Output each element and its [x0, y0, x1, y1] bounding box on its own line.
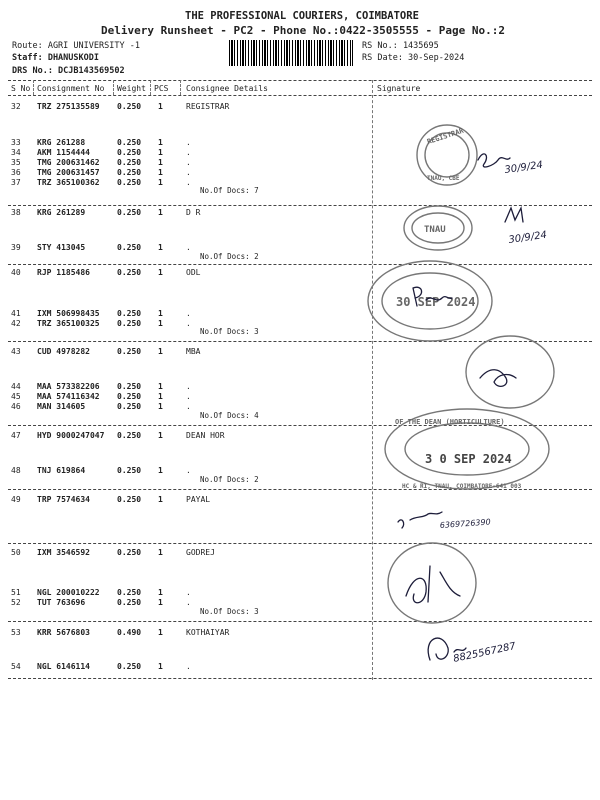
- cell-sno: 33: [11, 138, 21, 147]
- tnau-stamp-text: TNAU: [424, 225, 446, 235]
- drs-number: DRS No.: DCJB143569502: [12, 66, 125, 76]
- cell-wt: 0.250: [117, 243, 142, 252]
- cell-sno: 39: [11, 243, 21, 252]
- cell-det: GODREJ: [186, 548, 215, 557]
- cell-cn: STY 413045: [37, 243, 86, 252]
- company-name: THE PROFESSIONAL COURIERS, COIMBATORE: [185, 10, 419, 22]
- cell-det: .: [186, 148, 191, 157]
- cell-wt: 0.250: [117, 178, 142, 187]
- cell-pcs: 1: [158, 628, 163, 637]
- cell-cn: NGL 200010222: [37, 588, 100, 597]
- cell-cn: TMG 200631462: [37, 158, 100, 167]
- cell-wt: 0.250: [117, 138, 142, 147]
- cell-det: D R: [186, 208, 201, 217]
- cell-wt: 0.250: [117, 382, 142, 391]
- cell-cn: TMG 200631457: [37, 168, 100, 177]
- cell-wt: 0.250: [117, 662, 142, 671]
- cell-sno: 38: [11, 208, 21, 217]
- cell-cn: TNJ 619864: [37, 466, 86, 475]
- mba-stamp: [466, 336, 554, 408]
- cell-det: .: [186, 168, 191, 177]
- dean-stamp-inner: [405, 423, 529, 475]
- kothaiyar-phone: 8825567287: [452, 640, 517, 665]
- cell-cn: KRG 261289: [37, 208, 86, 217]
- signature-mba: [480, 370, 516, 387]
- docs-count: No.Of Docs: 3: [200, 327, 259, 336]
- cell-sno: 42: [11, 319, 21, 328]
- cell-det: .: [186, 382, 191, 391]
- signature-date-1: 30/9/24: [503, 159, 544, 176]
- cell-pcs: 1: [158, 102, 163, 111]
- cell-cn: TRZ 365100325: [37, 319, 100, 328]
- route: Route: AGRI UNIVERSITY -1: [12, 41, 140, 51]
- docs-count: No.Of Docs: 2: [200, 475, 259, 484]
- cell-cn: KRG 261288: [37, 138, 86, 147]
- cell-sno: 52: [11, 598, 21, 607]
- cell-wt: 0.250: [117, 431, 142, 440]
- cell-sno: 32: [11, 102, 21, 111]
- runsheet-title: Delivery Runsheet - PC2 - Phone No.:0422-3505555 - Page No.:2: [101, 24, 505, 37]
- cell-wt: 0.250: [117, 495, 142, 504]
- cell-cn: TRZ 275135589: [37, 102, 100, 111]
- cell-wt: 0.250: [117, 588, 142, 597]
- cell-det: .: [186, 392, 191, 401]
- cell-pcs: 1: [158, 208, 163, 217]
- cell-wt: 0.250: [117, 402, 142, 411]
- cell-cn: HYD 9000247047: [37, 431, 105, 440]
- cell-cn: CUD 4978282: [37, 347, 90, 356]
- cell-pcs: 1: [158, 158, 163, 167]
- cell-sno: 51: [11, 588, 21, 597]
- cell-pcs: 1: [158, 382, 163, 391]
- cell-wt: 0.250: [117, 168, 142, 177]
- cell-det: MBA: [186, 347, 201, 356]
- cell-cn: IXM 3546592: [37, 548, 90, 557]
- cell-wt: 0.490: [117, 628, 142, 637]
- cell-cn: MAA 573382206: [37, 382, 100, 391]
- cell-wt: 0.250: [117, 598, 142, 607]
- cell-sno: 34: [11, 148, 21, 157]
- cell-sno: 53: [11, 628, 21, 637]
- cell-cn: MAN 314605: [37, 402, 86, 411]
- cell-det: .: [186, 309, 191, 318]
- cell-sno: 40: [11, 268, 21, 277]
- cell-pcs: 1: [158, 138, 163, 147]
- cell-det: DEAN HOR: [186, 431, 225, 440]
- rs-number: RS No.: 1435695: [362, 41, 439, 51]
- cell-cn: TUT 763696: [37, 598, 86, 607]
- cell-sno: 41: [11, 309, 21, 318]
- payal-phone: 6369726390: [439, 517, 491, 530]
- cell-det: .: [186, 662, 191, 671]
- docs-count: No.Of Docs: 4: [200, 411, 259, 420]
- cell-cn: RJP 1185486: [37, 268, 90, 277]
- cell-wt: 0.250: [117, 548, 142, 557]
- col-pcs: PCS: [154, 84, 169, 93]
- col-sno: S No: [11, 84, 31, 93]
- cell-pcs: 1: [158, 243, 163, 252]
- cell-det: .: [186, 402, 191, 411]
- cell-pcs: 1: [158, 598, 163, 607]
- cell-cn: IXM 506998435: [37, 309, 100, 318]
- cell-wt: 0.250: [117, 392, 142, 401]
- cell-pcs: 1: [158, 309, 163, 318]
- cell-wt: 0.250: [117, 158, 142, 167]
- cell-wt: 0.250: [117, 148, 142, 157]
- cell-pcs: 1: [158, 402, 163, 411]
- staff: Staff: DHANUSKODI: [12, 53, 99, 63]
- dean-stamp-ring: OF THE DEAN (HORTICULTURE): [395, 418, 505, 426]
- cell-wt: 0.250: [117, 102, 142, 111]
- cell-wt: 0.250: [117, 208, 142, 217]
- cell-det: .: [186, 158, 191, 167]
- signature-date-2: 30/9/24: [507, 229, 548, 246]
- cell-sno: 48: [11, 466, 21, 475]
- cell-cn: MAA 574116342: [37, 392, 100, 401]
- cell-cn: KRR 5676803: [37, 628, 90, 637]
- dean-stamp-bottom: HC & RI, TNAU, COIMBATORE-641 003: [402, 483, 522, 490]
- cell-cn: TRZ 365100362: [37, 178, 100, 187]
- cell-pcs: 1: [158, 148, 163, 157]
- odl-stamp-date: 30 SEP 2024: [396, 295, 476, 309]
- cell-pcs: 1: [158, 662, 163, 671]
- cell-det: .: [186, 178, 191, 187]
- cell-pcs: 1: [158, 347, 163, 356]
- docs-count: No.Of Docs: 3: [200, 607, 259, 616]
- cell-sno: 43: [11, 347, 21, 356]
- col-signature: Signature: [377, 84, 421, 93]
- col-consignee: Consignee Details: [186, 84, 268, 93]
- cell-sno: 44: [11, 382, 21, 391]
- godrej-stamp: [388, 543, 476, 623]
- cell-det: ODL: [186, 268, 201, 277]
- cell-sno: 50: [11, 548, 21, 557]
- cell-sno: 54: [11, 662, 21, 671]
- cell-det: KOTHAIYAR: [186, 628, 230, 637]
- cell-sno: 46: [11, 402, 21, 411]
- cell-sno: 35: [11, 158, 21, 167]
- docs-count: No.Of Docs: 2: [200, 252, 259, 261]
- cell-sno: 45: [11, 392, 21, 401]
- signature-dr: [505, 208, 523, 222]
- cell-pcs: 1: [158, 168, 163, 177]
- cell-det: PAYAL: [186, 495, 211, 504]
- cell-det: .: [186, 588, 191, 597]
- cell-cn: NGL 6146114: [37, 662, 90, 671]
- cell-cn: TRP 7574634: [37, 495, 90, 504]
- cell-pcs: 1: [158, 268, 163, 277]
- cell-pcs: 1: [158, 466, 163, 475]
- cell-det: REGISTRAR: [186, 102, 230, 111]
- registrar-stamp-text: REGISTRAR: [426, 126, 465, 147]
- cell-det: .: [186, 138, 191, 147]
- col-weight: Weight: [117, 84, 146, 93]
- cell-sno: 49: [11, 495, 21, 504]
- cell-cn: AKM 1154444: [37, 148, 90, 157]
- dean-stamp-date: 3 0 SEP 2024: [425, 452, 512, 466]
- signature-godrej: [406, 566, 460, 603]
- cell-det: .: [186, 466, 191, 475]
- signature-payal: [398, 512, 442, 528]
- cell-det: .: [186, 243, 191, 252]
- cell-det: .: [186, 598, 191, 607]
- cell-pcs: 1: [158, 178, 163, 187]
- cell-pcs: 1: [158, 392, 163, 401]
- cell-pcs: 1: [158, 588, 163, 597]
- cell-det: .: [186, 319, 191, 328]
- cell-wt: 0.250: [117, 309, 142, 318]
- cell-pcs: 1: [158, 319, 163, 328]
- rs-date: RS Date: 30-Sep-2024: [362, 53, 465, 63]
- cell-wt: 0.250: [117, 268, 142, 277]
- svg-text:TNAU, CBE: TNAU, CBE: [427, 175, 460, 182]
- cell-pcs: 1: [158, 431, 163, 440]
- cell-sno: 37: [11, 178, 21, 187]
- cell-wt: 0.250: [117, 347, 142, 356]
- docs-count: No.Of Docs: 7: [200, 186, 259, 195]
- cell-sno: 47: [11, 431, 21, 440]
- cell-pcs: 1: [158, 548, 163, 557]
- col-consignment: Consignment No: [37, 84, 105, 93]
- cell-sno: 36: [11, 168, 21, 177]
- cell-wt: 0.250: [117, 466, 142, 475]
- cell-pcs: 1: [158, 495, 163, 504]
- cell-wt: 0.250: [117, 319, 142, 328]
